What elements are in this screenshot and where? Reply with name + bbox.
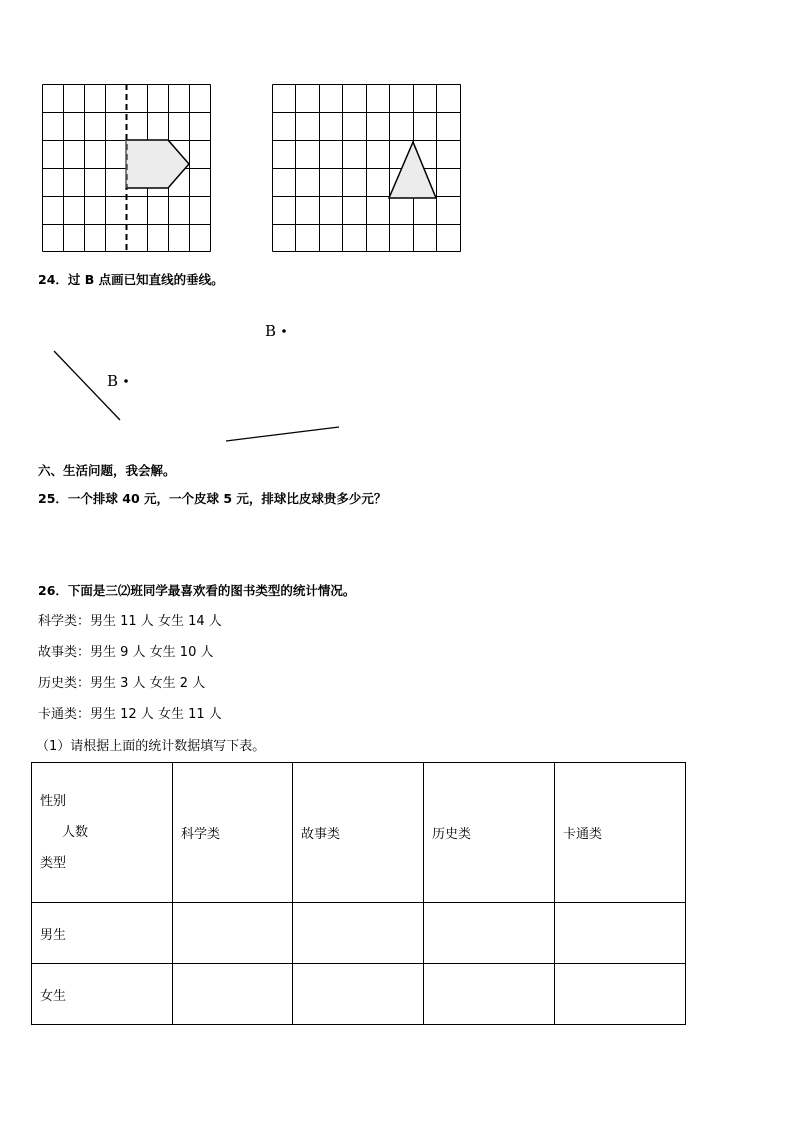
pentagon-shape xyxy=(126,140,189,188)
header-cartoon: 卡通类 xyxy=(555,763,686,903)
point-b-dot-lower xyxy=(124,379,128,383)
cell-boys-cartoon[interactable] xyxy=(555,903,686,964)
corner-label-type: 类型 xyxy=(40,856,67,871)
statistics-table xyxy=(31,762,686,1025)
stat-line-science: 科学类：男生 11 人 女生 14 人 xyxy=(38,614,222,629)
problem-24-text: 24．过 B 点画已知直线的垂线。 xyxy=(38,272,224,287)
corner-label-gender: 性别 xyxy=(40,794,67,809)
stat-line-history: 历史类：男生 3 人 女生 2 人 xyxy=(38,676,206,691)
stat-line-story: 故事类：男生 9 人 女生 10 人 xyxy=(38,645,214,660)
triangle-shape xyxy=(389,142,436,198)
table-header-row xyxy=(32,763,686,903)
stat-line-cartoon: 卡通类：男生 12 人 女生 11 人 xyxy=(38,707,222,722)
table-row xyxy=(32,903,686,964)
cell-boys-story[interactable] xyxy=(293,903,424,964)
header-science: 科学类 xyxy=(173,763,293,903)
cell-boys-science[interactable] xyxy=(173,903,293,964)
given-line-flat xyxy=(226,427,339,441)
point-b-label-lower: B xyxy=(107,372,119,390)
grid-figure-right xyxy=(272,84,462,254)
problem-26-text: 26．下面是三⑵班同学最喜欢看的图书类型的统计情况。 xyxy=(38,583,356,598)
header-story: 故事类 xyxy=(293,763,424,903)
cell-girls-science[interactable] xyxy=(173,964,293,1025)
corner-label-count: 人数 xyxy=(62,825,89,840)
problem-25-text: 25．一个排球 40 元，一个皮球 5 元，排球比皮球贵多少元？ xyxy=(38,491,387,506)
point-b-label-upper: B xyxy=(265,322,277,340)
section-6-title: 六、生活问题，我会解。 xyxy=(38,463,176,478)
table-row xyxy=(32,964,686,1025)
problem-24-lines xyxy=(0,300,794,450)
header-history: 历史类 xyxy=(424,763,555,903)
cell-girls-story[interactable] xyxy=(293,964,424,1025)
point-b-dot-upper xyxy=(282,329,286,333)
cell-girls-cartoon[interactable] xyxy=(555,964,686,1025)
subquestion-1-text: （1）请根据上面的统计数据填写下表。 xyxy=(36,739,266,754)
table-corner-cell xyxy=(32,763,173,903)
row-label-girls: 女生 xyxy=(32,964,173,1025)
row-label-boys: 男生 xyxy=(32,903,173,964)
cell-girls-history[interactable] xyxy=(424,964,555,1025)
grid-figure-left xyxy=(42,84,214,254)
cell-boys-history[interactable] xyxy=(424,903,555,964)
